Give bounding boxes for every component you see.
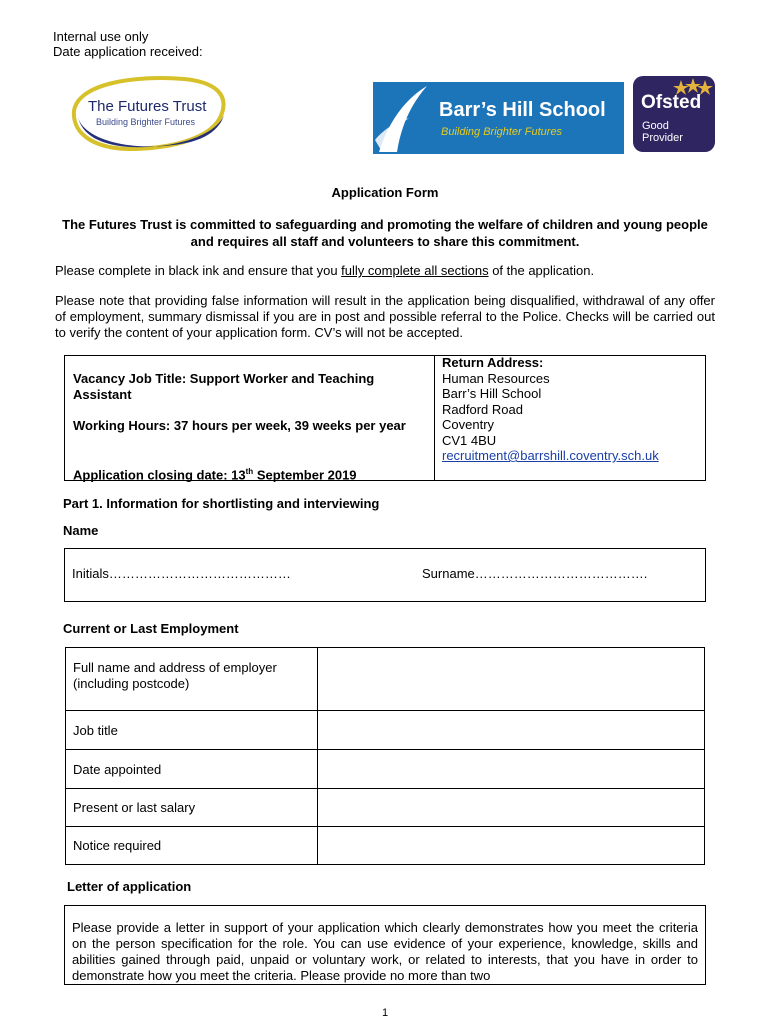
ofsted-good-provider-logo xyxy=(633,76,715,152)
date-appointed-input[interactable] xyxy=(318,750,705,789)
notice-required-label: Notice required xyxy=(66,827,318,865)
return-address xyxy=(442,355,704,464)
table-row xyxy=(66,648,705,711)
surname-field[interactable]: Surname…………………………………. xyxy=(422,566,648,581)
return-address-line: CV1 4BU xyxy=(442,432,497,448)
vacancy-closing-date xyxy=(73,464,428,483)
employment-table xyxy=(65,647,705,865)
ink-instruction-start: Please complete in black ink and ensure that you xyxy=(55,263,342,278)
ofsted-rating-line2: Provider xyxy=(642,132,683,144)
safeguarding-statement: The Futures Trust is committed to safeguarding and promoting the welfare of children and young people and requires all staff and volunteers to share this commitment. xyxy=(62,217,708,249)
form-title: Application Form xyxy=(331,185,439,200)
closing-date-prefix: Application closing date: 13 xyxy=(73,467,246,483)
vacancy-working-hours: Working Hours: 37 hours per week, 39 weeks per year xyxy=(73,418,406,433)
return-address-line: Radford Road xyxy=(442,401,523,417)
ink-instruction xyxy=(55,263,594,279)
page-number: 1 xyxy=(381,1007,389,1019)
ofsted-rating-line1: Good xyxy=(642,120,669,132)
table-row xyxy=(66,789,705,827)
futures-trust-subtitle: Building Brighter Futures xyxy=(96,117,196,127)
salary-label: Present or last salary xyxy=(66,789,318,827)
date-appointed-label: Date appointed xyxy=(66,750,318,789)
ink-instruction-underlined: fully complete all sections xyxy=(341,263,489,278)
name-heading: Name xyxy=(63,523,99,538)
return-address-heading: Return Address: xyxy=(442,355,544,370)
table-row xyxy=(66,750,705,789)
closing-date-suffix: September 2019 xyxy=(253,467,357,483)
vacancy-divider xyxy=(434,355,435,481)
date-received-label: Date application received: xyxy=(53,44,203,59)
ofsted-name: Ofsted xyxy=(641,92,702,113)
barrs-hill-logo xyxy=(373,82,624,154)
vacancy-job-title: Vacancy Job Title: Support Worker and Teaching Assistant xyxy=(73,371,375,402)
table-row xyxy=(66,711,705,750)
job-title-label: Job title xyxy=(66,711,318,750)
return-address-line: Human Resources xyxy=(442,370,550,386)
ofsted-rating xyxy=(642,120,683,144)
ink-instruction-end: of the application. xyxy=(488,263,595,278)
return-address-line: Coventry xyxy=(442,417,495,432)
closing-date-ordinal: th xyxy=(245,467,254,476)
letter-heading: Letter of application xyxy=(67,879,192,894)
false-information-note: Please note that providing false information will result in the application being disqualified, withdrawal of any offer of employment, summary dismissal if you are in post and possible referral to the Police. Checks will be carried out to verify the content of your application form. CV’s will not be accepted. xyxy=(55,293,715,340)
employer-name-address-input[interactable] xyxy=(318,648,705,711)
futures-trust-title: The Futures Trust xyxy=(88,98,207,115)
barrs-hill-subtitle: Building Brighter Futures xyxy=(441,126,563,138)
return-email-link[interactable]: recruitment@barrshill.coventry.sch.uk xyxy=(442,448,659,463)
internal-use-label: Internal use only xyxy=(53,29,149,44)
initials-field[interactable]: Initials…………………………………… xyxy=(72,566,291,581)
futures-trust-logo xyxy=(66,73,228,153)
return-address-line: Barr’s Hill School xyxy=(442,386,542,401)
barrs-hill-title: Barr’s Hill School xyxy=(439,99,606,121)
part1-heading: Part 1. Information for shortlisting and interviewing xyxy=(63,496,380,511)
table-row xyxy=(66,827,705,865)
employer-name-address-label: Full name and address of employer (including postcode) xyxy=(66,648,318,711)
job-title-input[interactable] xyxy=(318,711,705,750)
salary-input[interactable] xyxy=(318,789,705,827)
employment-heading: Current or Last Employment xyxy=(63,621,239,636)
letter-instructions: Please provide a letter in support of your application which clearly demonstrates how you meet the criteria on the person specification for the role. You can use evidence of your experience, knowledge, skills and abilities gained through paid, unpaid or voluntary work, or related to interests, that you have in order to demonstrate how you meet the criteria. Please provide no more than two xyxy=(72,920,698,983)
notice-required-input[interactable] xyxy=(318,827,705,865)
